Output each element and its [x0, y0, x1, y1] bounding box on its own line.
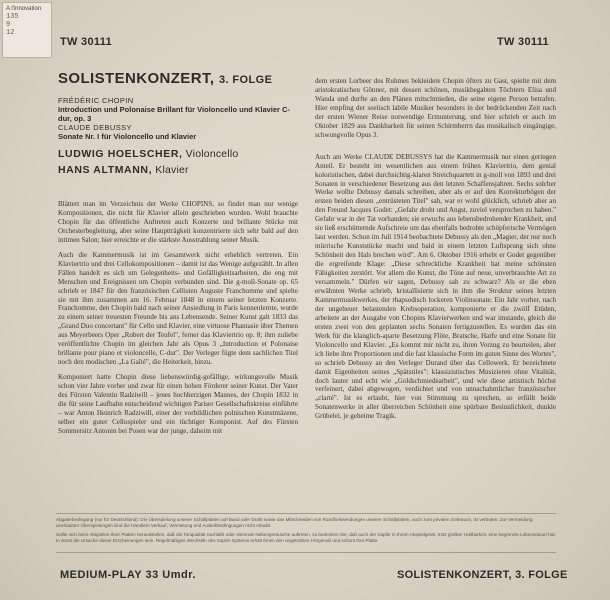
- right-column: [315, 77, 556, 421]
- footer-divider: [56, 513, 556, 514]
- composer-name: FRÉDÉRIC CHOPIN: [58, 96, 134, 105]
- performer-name: LUDWIG HOELSCHER,: [58, 148, 183, 160]
- catalog-number-right: TW 30111: [497, 36, 549, 48]
- sticker-line: 12: [6, 29, 15, 37]
- performer-name: HANS ALTMANN,: [58, 164, 153, 176]
- liner-paragraph: Komponiert hatte Chopin diese liebenswürdig-gefällige, wirkungsvolle Musik schon vier Jahre vorher und zwar für einen hohen Förderer seiner Kunst. Der Vater des Fürsten Valentin Radziwill – jenes hochherzigen Mannes, der Chopin 1832 in die für seine Laufbahn entscheidend wichtigen Pariser Gesellschaftskreise einführte – war Anton Heinrich Radziwill, einer der vorbildlichen polnischen Kunstmäzene, selber ein guter Cellospieler und ein tüchtiger Komponist. Auf des Fürsten Sommersitz Antonin bei Posen war der junge, daheim mit: [58, 373, 298, 435]
- sticker-line: A l'innovation: [6, 6, 42, 12]
- catalog-number-left: TW 30111: [60, 36, 112, 48]
- work-title: Sonate Nr. I für Violoncello und Klavier: [58, 132, 197, 141]
- composer-name: CLAUDE DEBUSSY: [58, 123, 132, 132]
- playback-speed: MEDIUM-PLAY 33 Umdr.: [60, 569, 196, 581]
- work-title: Introduction und Polonaise Brillant für Violoncello und Klavier C-dur, op. 3: [58, 105, 290, 123]
- album-subtitle: 3. FOLGE: [219, 74, 273, 86]
- legal-note: Abgabebedingung (nur für Deutschland): Die Überspielung unserer Schallplatten auf Band oder Draht sowie das Mitschneiden von Rundfunksendungen unserer Schallplatten, auch zum privaten Gebrauch, ist verboten. Zur Vermeidung unerlaubter Überspielungen sind die Händlern Verkauf, Vermietung und Ausleihbedingungen nicht erlaubt.: [56, 517, 533, 528]
- series-title: SOLISTENKONZERT, 3. FOLGE: [397, 569, 568, 581]
- footer-divider: [56, 552, 556, 553]
- performer: [58, 162, 298, 178]
- liner-paragraph: Auch die Kammermusik ist im Gesamtwerk nicht erheblich vertreten. Ein Klaviertrio und drei Cellokompositionen – damit ist das Wenige aufgezählt. In allen Fällen handelt es sich um Gelegenheits- und Gefälligkeitsarbeiten, die eng mit Menschen und Ereignissen um Chopin verbunden sind. Die g-moll-Sonate op. 65 schrieb er 1847 für den französischen Cellisten Auguste Franchomme und spielte sie mit ihm zusammen am 16. Februar 1848 in einem seiner letzten Konzerte. Franchomme, den Chopin bald nach seiner Ansiedlung in Paris kennenlernte, wurde zu einem seiner treuesten Freunde bis ans Lebensende. Seiner Kunst galt 1833 das „Grand Duo concertant" für Cello und Klavier, eine virtuose Phantasie über Themen aus Meyerbeers Oper „Robert der Teufel", ferner das Klaviertrio op. 8; ihm zuliebe veröffentlichte Chopin im gleichen Jahr als Opus 3 „Introduction et Polonaise brillante pour piano et violoncelle, C-dur". Der Verleger fügte dem sachlichen Titel noch den modischen „La Gaîté", die Heiterkeit, hinzu.: [58, 250, 298, 367]
- album-title: [58, 70, 298, 87]
- album-title-main: SOLISTENKONZERT,: [58, 70, 215, 87]
- performer: [58, 146, 298, 162]
- left-column: [58, 70, 298, 436]
- liner-paragraph: dem ersten Lorbeer des Ruhmes bekleidete Chopin öfters zu Gast, spielte mit dem aristokratischen Gönner, mit dessen schönen, musikbegabten Töchtern Elisa und Wanda und durfte an den Plänen mitschmieden, die seine eigene Person betrafen. Hier empfing der seelisch labile Musiker besonders in der bedrückenden Zeit nach der ersten Wiener Reise notwendige Ermunterung, und hier schrieb er auch im Oktober 1829 aus Dankbarkeit für seinen Schirmherrn das musikalisch eingängige, schwungvolle Opus 3.: [315, 77, 556, 139]
- footer-legal-notes: [56, 517, 556, 544]
- liner-paragraph: Blättert man im Verzeichnis der Werke CHOPINS, so findet man nur wenige Kompositionen, die nicht für Klavier allein geschrieben wurden. Wohl brauchte Chopin für das öffentliche Auftreten auch Konzerte und brillante Stücke mit Orchesterbegleitung, aber seine Hauptträgkeit konzentrierte sich sehr bald auf den intimen Salon; hier erreichte er die stärkste Ausstrahlung seiner Musik.: [58, 200, 298, 244]
- liner-paragraph: Auch am Werke CLAUDE DEBUSSYS hat die Kammermusik nur einen geringen Anteil. Er besteht im wesentlichen aus einem frühen Klaviertrio, dem genial koloristischen, dabei durchsichtig-klaren Streichquartett in g-moll von 1893 und drei Sonaten in verschiedener Besetzung aus den letzten Schaffensjahren. Sechs solcher Werke wollte Debussy damals schreiben, aber als er auf den Korrekturbögen der ersten beiden diesen „entrüsteten Titel" sah, war er wohl glücklich, schrieb aber an den Freund Jacques Godet: „Gefahr droht und Angst, zuviel versprochen zu haben." Gefahr war in der Tat vorhanden; sie erwuchs aus lebensbedrohender Krankheit, und sie ließ erschütternde Aufschreie um das ebenfalls bedrohte schöpferische Vermögen laut werden. Schon im Juli 1914 beobachtete Debussy als den „Magier, der nur noch mürrische Kunststücke macht und bald in einem letzten Luftsprung sich ohne Schönheit den Hals brechen wird". Am 6. Oktober 1916 erhebt er Godet gegenüber die ergreifende Klage: „Diese schreckliche Krankheit hat meine schönsten Fähigkeiten zerstört. Vor allem die Kunst, die Töne auf neue, unverbrauchte Art zu versammeln." Dürfen wir sagen, Debussy sah zu schwarz? Als er die eben erwähnten Werke schrieb, kristallisierte sich in ihm die Struktur seines letzten Kammermusikwerkes, der rhapsodisch lockeren Violinsonate. Ein Jahr vorher, nach der ungeheuer belastenden Krebsoperation, komponierte er die zwölf Etüden, arbeitete an der Ausgabe von Chopins Klavierwerken und war imstande, gleich die ersten zwei von den geplanten sechs Sonaten fertigzustellen. Es wurden das ein Werk für die klanglich-aparte Besetzung Flöte, Bratsche, Harfe und eine Sonate für Violoncello und Klavier. „Es kommt mir nicht zu, ihren Vorzug zu beurteilen, aber ich liebe ihre Proportionen und die fast klassische Form im guten Sinne des Wortes", so schrieb Debussy an den Verleger Durand über das Cellowerk. Er bezeichnete damit Eigenheiten seines „Spätstiles": klassizistisches Musizieren ohne Vitalität, doch lauter und echt wie „Goldschmiedearbeit", und wie diese artistisch höchst verfeinert, dabei abgewogen, verdichtet und von unnachahmlicher französischer „clarté". Ist es erlaubt, hier von Stimmung zu sprechen, so erfüllt beide Sonatenwerke in aller überreichen Schönheit eine spürbare Besinnlichkeit, dunkle Grübelei, je geheime Tragik.: [315, 152, 556, 421]
- sticker-line: 135: [6, 13, 19, 21]
- sticker-line: 9: [6, 21, 11, 29]
- legal-note: Sollte sich beim Abspielen Ihrer Platten herausstellen, daß die Tonqualität nachläßt oder störende Nebengeräusche auftreten, so bedenken Sie, daß auch der Saphir in Ihrem Abspielgerät, trotz größter Haltbarkeit, eine begrenzte Lebensdauer hat. In sonst die Ursache dieser Erscheinungen sein. Regelmäßiges Wechseln des Saphir-Systems erhält Ihnen den ungetrübten Hörgenuß und schont Ihre Platte.: [56, 532, 556, 543]
- performer-instrument: Klavier: [155, 164, 189, 176]
- price-sticker: [2, 2, 52, 58]
- performer-instrument: Violoncello: [185, 148, 239, 160]
